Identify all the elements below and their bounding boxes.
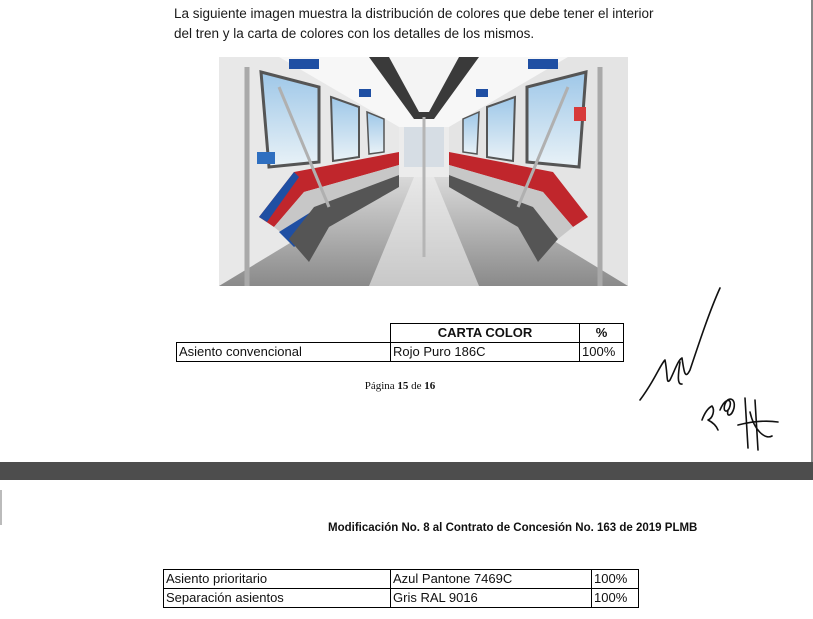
cell-color: Gris RAL 9016 [391, 589, 592, 608]
table-row [177, 343, 624, 362]
cell-element: Asiento convencional [177, 343, 391, 362]
header-percent: % [580, 324, 624, 343]
cell-color: Azul Pantone 7469C [391, 570, 592, 589]
header-carta-color: CARTA COLOR [391, 324, 580, 343]
color-chart-table-continued [163, 569, 639, 608]
page-number-prefix: Página [364, 380, 395, 392]
cell-element: Asiento prioritario [164, 570, 391, 589]
intro-paragraph [174, 4, 694, 44]
cell-percent: 100% [592, 589, 639, 608]
table-row [164, 589, 639, 608]
intro-line-2: del tren y la carta de colores con los detalles de los mismos. [174, 26, 535, 41]
page-separator [0, 462, 813, 480]
page-edge-mark [0, 490, 2, 525]
table-header-row [177, 324, 624, 343]
cell-element: Separación asientos [164, 589, 391, 608]
cell-color: Rojo Puro 186C [391, 343, 580, 362]
handwritten-signature [630, 280, 800, 455]
table-header-blank [177, 324, 391, 343]
cell-percent: 100% [580, 343, 624, 362]
table-row [164, 570, 639, 589]
document-page-16 [0, 480, 813, 619]
train-interior-photo [219, 57, 628, 286]
page-number-current: 15 [397, 380, 409, 392]
page-number-total: 16 [424, 380, 436, 392]
page-number-sep: de [411, 380, 422, 392]
color-chart-table [176, 323, 624, 362]
document-header: Modificación No. 8 al Contrato de Concesión No. 163 de 2019 PLMB [328, 522, 698, 534]
cell-percent: 100% [592, 570, 639, 589]
intro-line-1: La siguiente imagen muestra la distribución de colores que debe tener el interior [174, 6, 654, 21]
